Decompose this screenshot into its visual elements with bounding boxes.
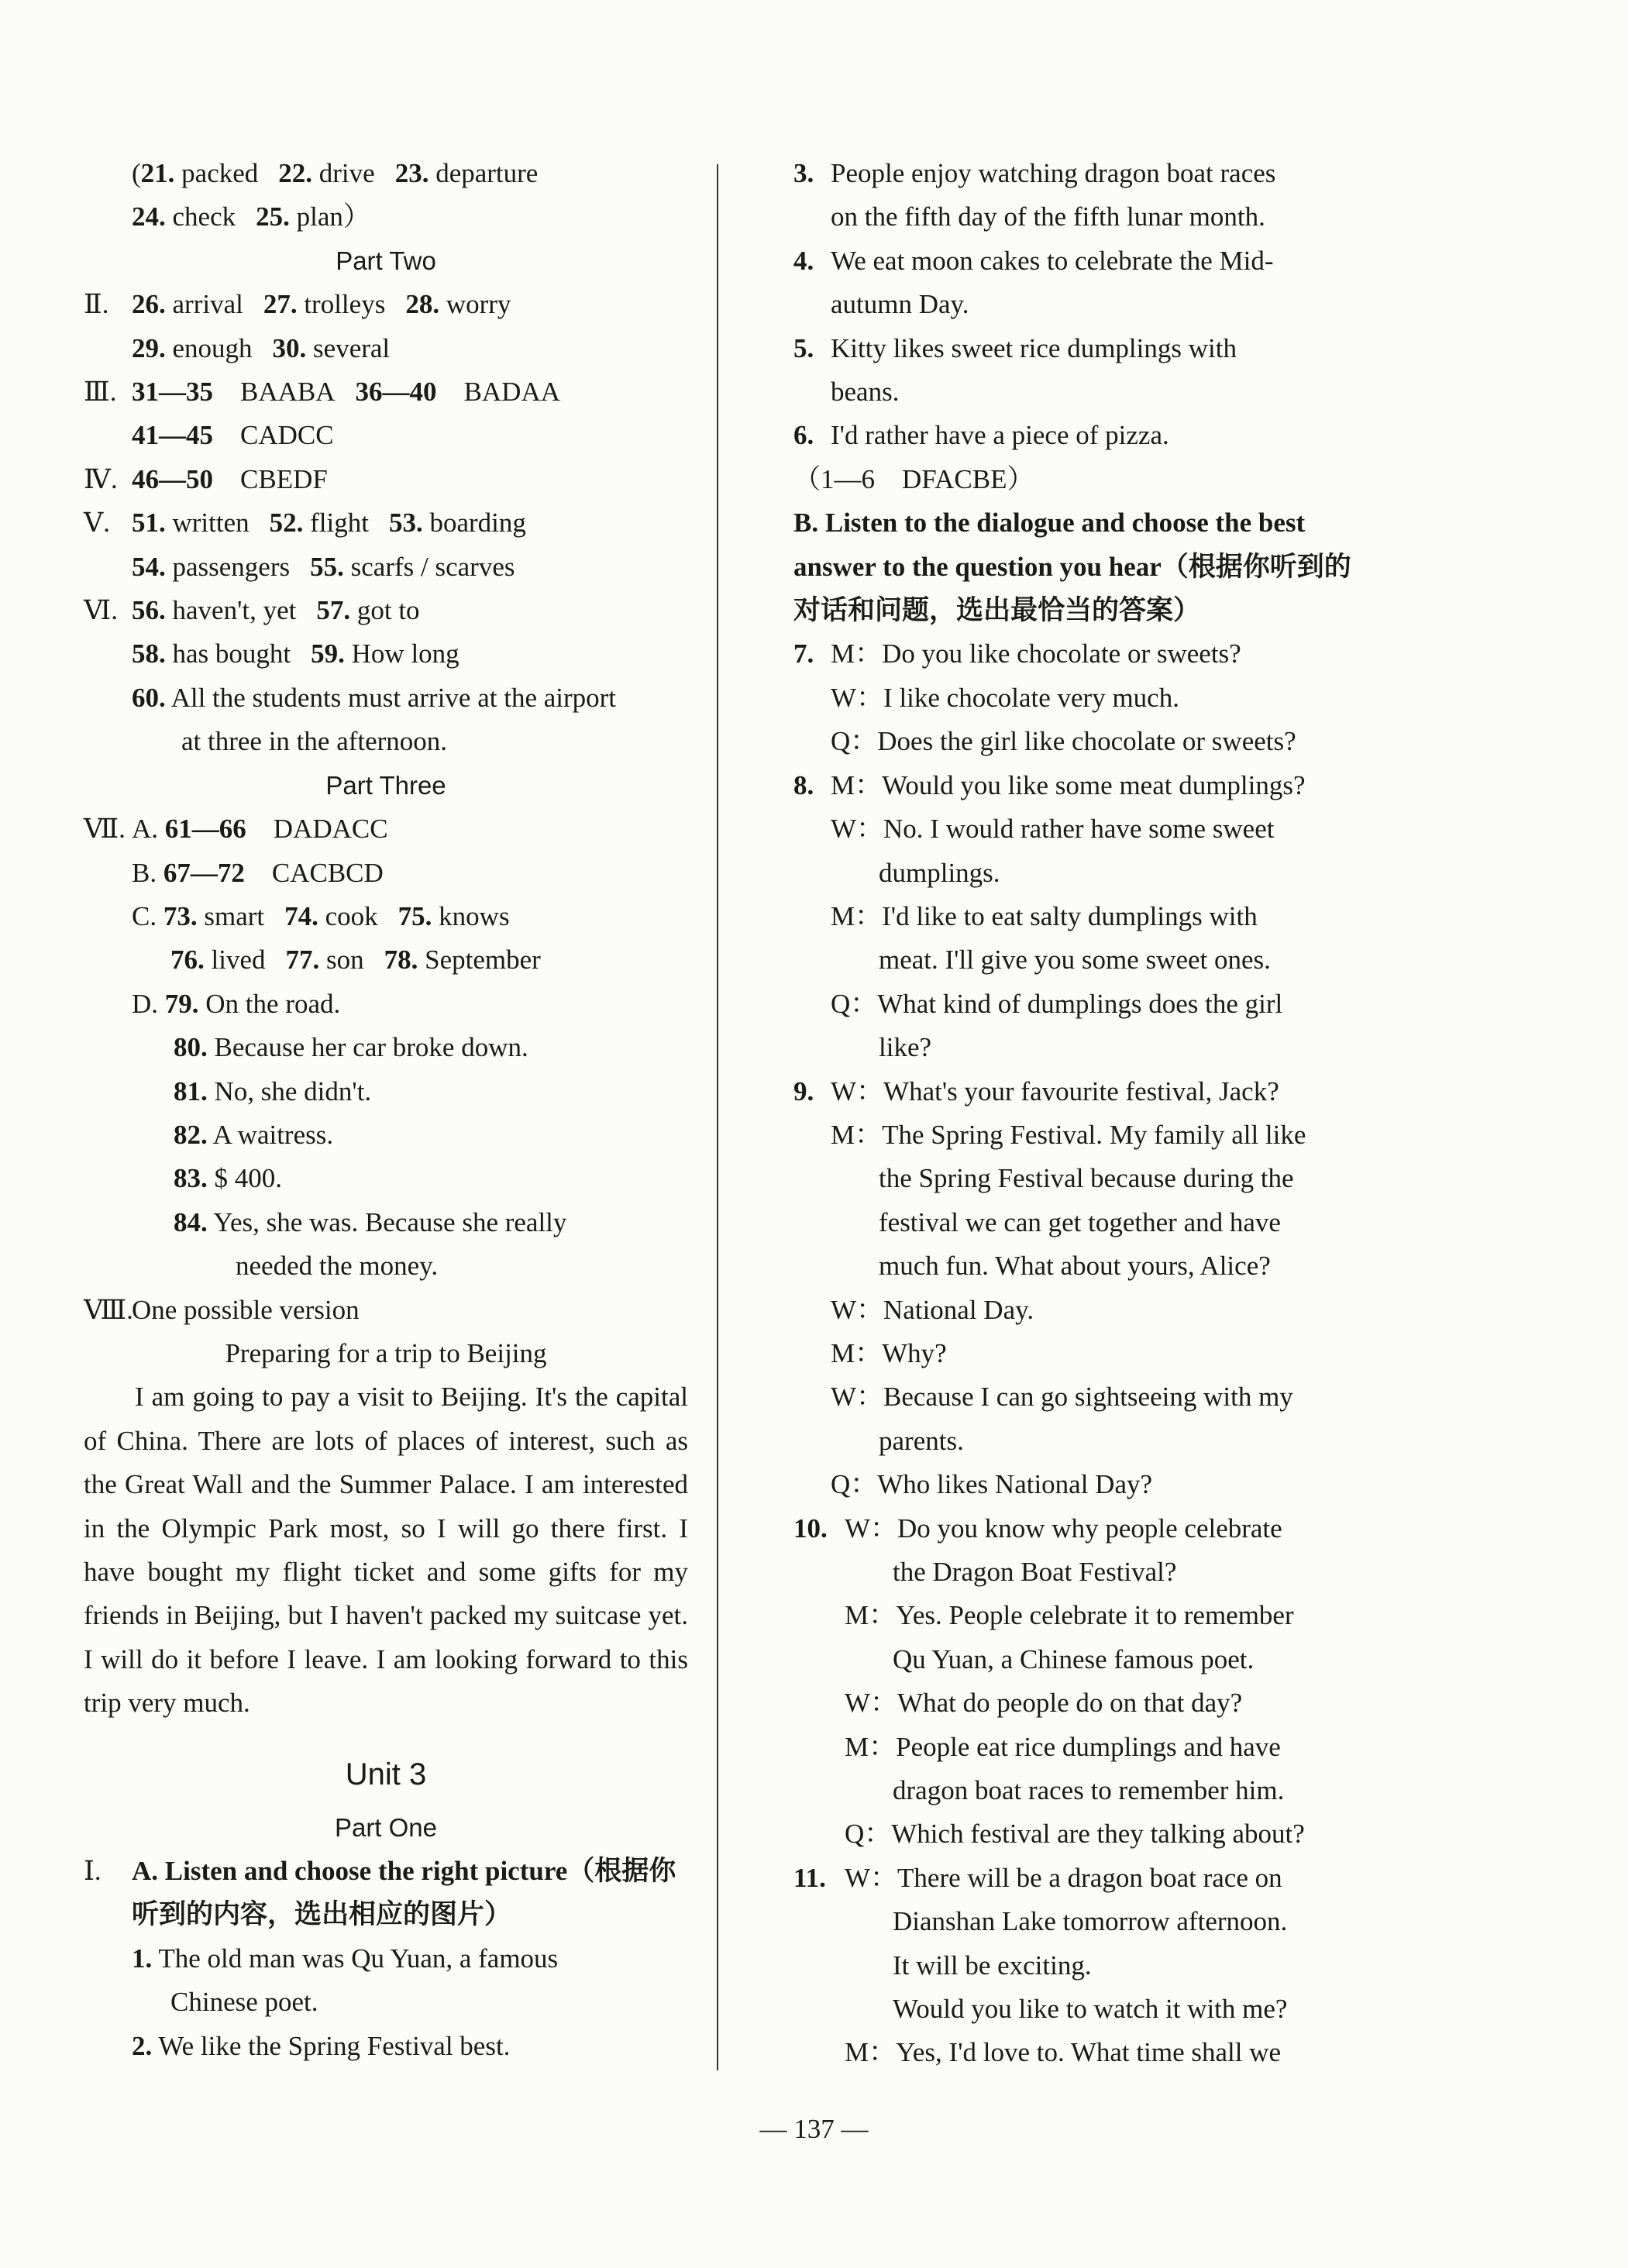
section-6-line-3: 60. All the students must arrive at the airport [132,682,617,713]
q10-w1a: 10. W：Do you know why people celebrate [793,1513,1282,1544]
section-7-d-84-cont: needed the money. [236,1251,439,1282]
section-7-d-80: 80. Because her car broke down. [174,1032,528,1063]
left-column [84,152,688,2068]
part-one-heading: Part One [334,1812,438,1842]
q9-m2: M：Why? [831,1337,947,1368]
q11-w1a: 11. W：There will be a dragon boat race on [793,1862,1282,1893]
q11-m1: M：Yes, I'd love to. What time shall we [845,2037,1282,2068]
page-number: — 137 — [759,2114,869,2144]
q9-w2: W：National Day. [831,1294,1034,1325]
section-3-line-1: Ⅲ. 31—35 BAABA 36—40 BADAA [84,377,561,408]
section-3-line-2: 41—45 CADCC [132,420,334,451]
section-5-line-2: 54. passengers 55. scarfs / scarves [132,551,515,582]
item-5-line-1: 5. Kitty likes sweet rice dumplings with [793,332,1237,363]
section-7-d-82: 82. A waitress. [174,1119,334,1150]
q9-m1d: much fun. What about yours, Alice? [879,1251,1271,1282]
q8-w1a: W：No. I would rather have some sweet [831,814,1275,845]
section-4-line: Ⅳ. 46—50 CBEDF [84,463,328,494]
section-6-line-4: at three in the afternoon. [181,726,448,757]
item-6: 6. I'd rather have a piece of pizza. [793,420,1169,451]
item-1-line-1: 1. The old man was Qu Yuan, a famous [132,1943,559,1974]
section-6-line-1: Ⅵ. 56. haven't, yet 57. got to [84,595,420,626]
section-b-instruction: B. Listen to the dialogue and choose the best answer to the question you hear（根据你听到的对话和问题，选出最恰当的答案） [793,508,1351,626]
section-1-instruction: Ⅰ. A. Listen and choose the right picture（根据你听到的内容，选出相应的图片） [84,1856,676,1930]
section-7-a: Ⅶ. A. 61—66 DADACC [84,814,388,845]
q9-m1b: the Spring Festival because during the [879,1163,1294,1194]
section-7-d-79: D. 79. On the road. [132,988,341,1019]
q11-w1b: Dianshan Lake tomorrow afternoon. [893,1906,1288,1937]
q10-w2: W：What do people do on that day? [845,1688,1243,1719]
part-three-heading: Part Three [325,770,446,800]
item-1-line-2: Chinese poet. [170,1987,318,2018]
answer-line-21-23: (21. packed 22. drive 23. departure [132,158,539,188]
right-column [793,152,1351,2075]
section-6-line-2: 58. has bought 59. How long [132,638,459,669]
q7-m1: 7. M：Do you like chocolate or sweets? [793,638,1241,669]
essay-title: Preparing for a trip to Beijing [225,1337,547,1368]
q9-w3a: W：Because I can go sightseeing with my [831,1382,1293,1413]
q10-m2b: dragon boat races to remember him. [893,1775,1285,1806]
q9-q: Q：Who likes National Day? [831,1469,1153,1500]
q10-w1b: the Dragon Boat Festival? [893,1557,1177,1587]
part-two-heading: Part Two [336,246,436,275]
item-5-line-2: beans. [831,377,900,408]
section-7-d-81: 81. No, she didn't. [174,1075,372,1106]
answer-line-24-25: 24. check 25. plan） [132,201,370,232]
q8-m2a: M：I'd like to eat salty dumplings with [831,900,1258,931]
column-divider [717,164,718,2070]
item-3-line-1: 3. People enjoy watching dragon boat races [793,158,1276,188]
section-7-d-84: 84. Yes, she was. Because she really [174,1206,567,1237]
q10-m1a: M：Yes. People celebrate it to remember [845,1600,1294,1631]
q7-q: Q：Does the girl like chocolate or sweets? [831,726,1296,757]
q8-qa: Q：What kind of dumplings does the girl [831,988,1283,1019]
item-3-line-2: on the fifth day of the fifth lunar month. [831,201,1265,232]
q8-w1b: dumplings. [879,857,1000,888]
q8-m2b: meat. I'll give you some sweet ones. [879,945,1271,976]
section-2-line-2: 29. enough 30. several [132,332,391,363]
item-4-line-1: 4. We eat moon cakes to celebrate the Mid- [793,245,1274,276]
q10-m2a: M：People eat rice dumplings and have [845,1731,1281,1762]
q9-w1: 9. W：What's your favourite festival, Jack? [793,1075,1279,1106]
q11-w1c: It will be exciting. [893,1950,1092,1981]
q9-m1c: festival we can get together and have [879,1206,1281,1237]
q10-m1b: Qu Yuan, a Chinese famous poet. [893,1643,1255,1674]
section-8-label: Ⅷ.One possible version [84,1294,360,1325]
section-7-c-line-2: 76. lived 77. son 78. September [170,945,541,976]
item-4-line-2: autumn Day. [831,289,969,320]
q10-q: Q：Which festival are they talking about? [845,1819,1305,1850]
q7-w1: W：I like chocolate very much. [831,682,1179,713]
section-7-b: B. 67—72 CACBCD [132,857,384,888]
unit-3-heading: Unit 3 [345,1757,427,1791]
item-2: 2. We like the Spring Festival best. [132,2030,511,2061]
q8-m1: 8. M：Would you like some meat dumplings? [793,769,1306,800]
q8-qb: like? [879,1032,932,1063]
section-5-line-1: Ⅴ. 51. written 52. flight 53. boarding [84,508,526,539]
q9-m1a: M：The Spring Festival. My family all like [831,1119,1306,1150]
q11-w1d: Would you like to watch it with me? [893,1994,1288,2025]
q9-w3b: parents. [879,1425,964,1456]
answers-1-6: （1—6 DFACBE） [793,463,1034,494]
section-7-c-line-1: C. 73. smart 74. cook 75. knows [132,900,510,931]
section-2-line-1: Ⅱ. 26. arrival 27. trolleys 28. worry [84,289,511,320]
essay-body: I am going to pay a visit to Beijing. It's the capital of China. There are lots of places of interest, such as the Great Wall and the Summer Palace. I am interested in the Olympic Park most, so I will go there first. I have bought my flight ticket and some gifts for my friends in Beijing, but I haven't packed my suitcase yet. I will do it before I leave. I am looking forward to this trip very much. [84,1382,688,1719]
section-7-d-83: 83. $ 400. [174,1163,282,1194]
